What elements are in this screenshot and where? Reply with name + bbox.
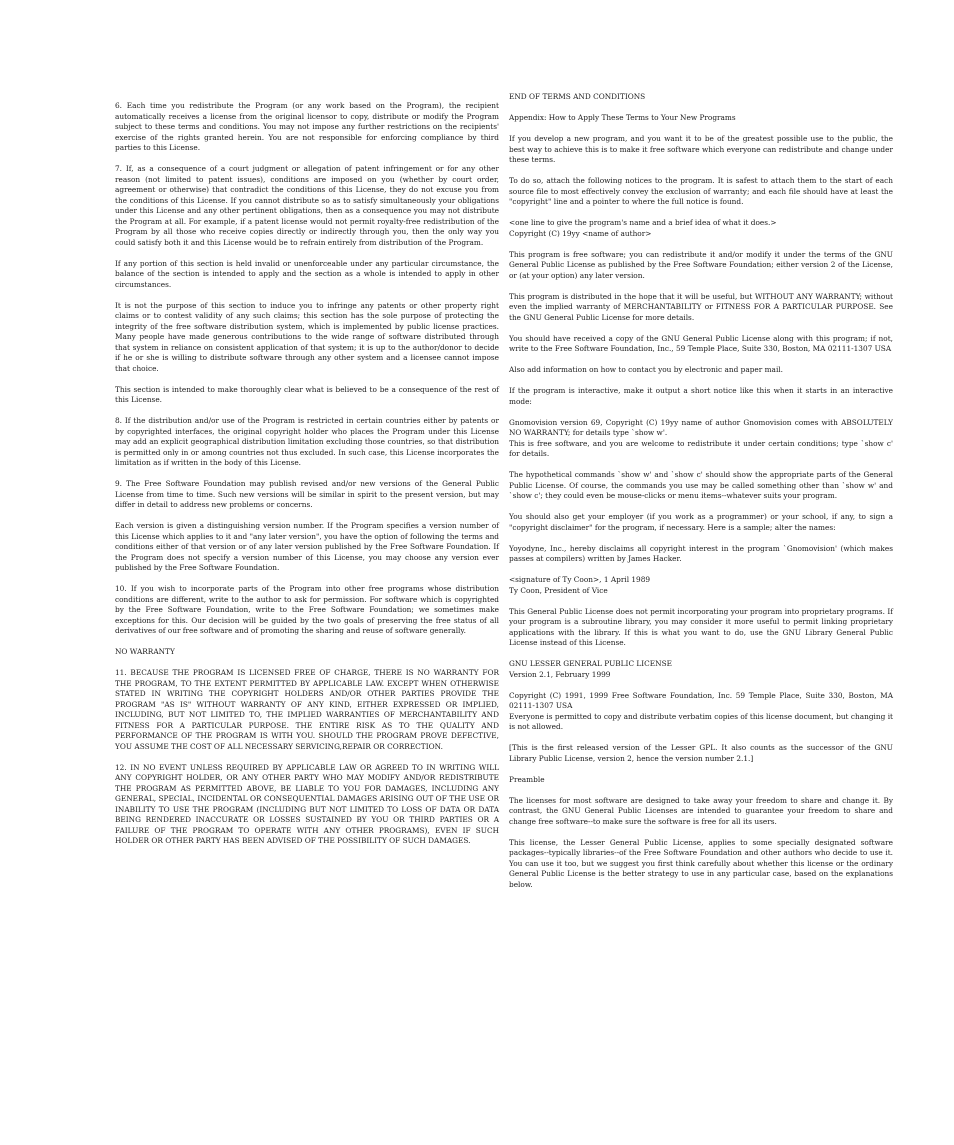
contact-info-paragraph: Also add information on how to contact you by electronic and paper mail. bbox=[509, 365, 783, 374]
appendix-heading: Appendix: How to Apply These Terms to Your New Programs bbox=[509, 113, 736, 122]
free-software-notice: This program is free software; you can redistribute it and/or modify it under the terms of the GNU General Public License as published by the Free Software Foundation; either version 2 of the License, or (at your option) any later version. bbox=[509, 249, 893, 280]
lgpl-title: GNU LESSER GENERAL PUBLIC LICENSE Version 2.1, February 1999 bbox=[509, 659, 672, 679]
section-6-paragraph: 6. Each time you redistribute the Program (or any work based on the Program), the recipient automatically receives a license from the original licensor to copy, distribute or modify the Program subject to these terms and conditions. You may not impose any further restrictions on the recipients' exercise of the rights granted herein. You are not responsible for enforcing compliance by third parties to this License. bbox=[115, 101, 499, 152]
section-9-version-paragraph: Each version is given a distinguishing version number. If the Program specifies a version number of this License which applies to it and "any later version", you have the option of following the terms and conditions either of that version or of any later version published by the Free Software Foundation. If the Program does not specify a version number of this License, you may choose any version ever published by the Free Software Foundation. bbox=[115, 521, 499, 572]
section-7-purpose-paragraph: It is not the purpose of this section to induce you to infringe any patents or other property right claims or to contest validity of any such claims; this section has the sole purpose of protecting the integrity of the free software distribution system, which is implemented by public license practices. Many people have made generous contributions to the wide range of software distributed through that system in reliance on consistent application of that system; it is up to the author/donor to decide if he or she is willing to distribute software through any other system and a licensee cannot impose that choice. bbox=[115, 300, 499, 373]
show-commands-paragraph: The hypothetical commands `show w' and `show c' should show the appropriate parts of the General Public License. Of course, the commands you use may be called something other than `show w' and `show c'; they could even be mouse-clicks or menu items--whatever suits your program. bbox=[509, 470, 893, 500]
employer-disclaimer-paragraph: You should also get your employer (if you work as a programmer) or your school, if any, to sign a "copyright disclaimer" for the program, if necessary. Here is a sample; alter the names: bbox=[509, 512, 893, 532]
section-8-paragraph: 8. If the distribution and/or use of the Program is restricted in certain countries either by patents or by copyrighted interfaces, the original copyright holder who places the Program under this License may add an explicit geographical distribution limitation excluding those countries, so that distribution is permitted only in or among countries not thus excluded. In such case, this License incorporates the limitation as if written in the body of this License. bbox=[115, 416, 499, 467]
program-name-notice: <one line to give the program's name and a brief idea of what it does.> Copyright (C) 19yy <name of author> bbox=[509, 218, 777, 238]
proprietary-programs-paragraph: This General Public License does not permit incorporating your program into proprietary programs. If your program is a subroutine library, you may consider it more useful to permit linking proprietary applications with the library. If this is what you want to do, use the GNU Library General Public License instead of this License. bbox=[509, 606, 893, 647]
gnomovision-sample: Gnomovision version 69, Copyright (C) 19yy name of author Gnomovision comes with ABSOLUTELY NO WARRANTY; for details type `show w'. This is free software, and you are welcome to redistribute it under certain conditions; type `show c' for details. bbox=[509, 417, 893, 458]
yoyodyne-disclaimer: Yoyodyne, Inc., hereby disclaims all copyright interest in the program `Gnomovision' (which makes passes at compilers) written by James Hacker. bbox=[509, 543, 893, 563]
right-column bbox=[509, 92, 893, 901]
attach-notices-paragraph: To do so, attach the following notices to the program. It is safest to attach them to the start of each source file to most effectively convey the exclusion of warranty; and each file should have at least the "copyright" line and a pointer to where the full notice is found. bbox=[509, 176, 893, 206]
interactive-notice-paragraph: If the program is interactive, make it output a short notice like this when it starts in an interactive mode: bbox=[509, 386, 893, 406]
signature-block: <signature of Ty Coon>, 1 April 1989 Ty Coon, President of Vice bbox=[509, 575, 651, 595]
end-of-terms-heading: END OF TERMS AND CONDITIONS bbox=[509, 92, 646, 101]
section-7-paragraph: 7. If, as a consequence of a court judgment or allegation of patent infringement or for any other reason (not limited to patent issues), conditions are imposed on you (whether by court order, agreement or otherwise) that contradict the conditions of this License, they do not excuse you from the conditions of this License. If you cannot distribute so as to satisfy simultaneously your obligations under this License and any other pertinent obligations, then as a consequence you may not distribute the Program at all. For example, if a patent license would not permit royalty-free redistribution of the Program by all those who receive copies directly or indirectly through you, then the only way you could satisfy both it and this License would be to refrain entirely from distribution of the Program. bbox=[115, 164, 499, 247]
section-7-clarification-paragraph: This section is intended to make thoroughly clear what is believed to be a consequence of the rest of this License. bbox=[115, 384, 499, 404]
lgpl-first-release-note: [This is the first released version of the Lesser GPL. It also counts as the successor of the GNU Library Public License, version 2, hence the version number 2.1.] bbox=[509, 743, 893, 763]
lgpl-copyright: Copyright (C) 1991, 1999 Free Software Foundation, Inc. 59 Temple Place, Suite 330, Boston, MA 02111-1307 USA Everyone is permitted to copy and distribute verbatim copies of this license document, but changing it is not allowed. bbox=[509, 690, 893, 731]
left-column bbox=[115, 101, 499, 857]
section-10-paragraph: 10. If you wish to incorporate parts of the Program into other free programs whose distribution conditions are different, write to the author to ask for permission. For software which is copyrighted by the Free Software Foundation, write to the Free Software Foundation; we sometimes make exceptions for this. Our decision will be guided by the two goals of preserving the free status of all derivatives of our free software and of promoting the sharing and reuse of software generally. bbox=[115, 584, 499, 635]
preamble-paragraph-2: This license, the Lesser General Public License, applies to some specially designated software packages--typically libraries--of the Free Software Foundation and other authors who decide to use it. You can use it too, but we suggest you first think carefully about whether this license or the ordinary General Public License is the better strategy to use in any particular case, based on the explanations below. bbox=[509, 837, 893, 889]
distribution-notice: This program is distributed in the hope that it will be useful, but WITHOUT ANY WARRANTY; without even the implied warranty of MERCHANTABILITY or FITNESS FOR A PARTICULAR PURPOSE. See the GNU General Public License for more details. bbox=[509, 291, 893, 322]
received-copy-notice: You should have received a copy of the GNU General Public License along with this program; if not, write to the Free Software Foundation, Inc., 59 Temple Place, Suite 330, Boston, MA 02111-1307 USA bbox=[509, 333, 893, 353]
preamble-heading: Preamble bbox=[509, 774, 545, 784]
section-12-paragraph: 12. IN NO EVENT UNLESS REQUIRED BY APPLICABLE LAW OR AGREED TO IN WRITING WILL ANY COPYRIGHT HOLDER, OR ANY OTHER PARTY WHO MAY MODIFY AND/OR REDISTRIBUTE THE PROGRAM AS PERMITTED ABOVE, BE LIABLE TO YOU FOR DAMAGES, INCLUDING ANY GENERAL, SPECIAL, INCIDENTAL OR CONSEQUENTIAL DAMAGES ARISING OUT OF THE USE OR INABILITY TO USE THE PROGRAM (INCLUDING BUT NOT LIMITED TO LOSS OF DATA OR DATA BEING RENDERED INACCURATE OR LOSSES SUSTAINED BY YOU OR THIRD PARTIES OR A FAILURE OF THE PROGRAM TO OPERATE WITH ANY OTHER PROGRAMS), EVEN IF SUCH HOLDER OR OTHER PARTY HAS BEEN ADVISED OF THE POSSIBILITY OF SUCH DAMAGES. bbox=[115, 762, 499, 845]
section-11-paragraph: 11. BECAUSE THE PROGRAM IS LICENSED FREE OF CHARGE, THERE IS NO WARRANTY FOR THE PROGRAM, TO THE EXTENT PERMITTED BY APPLICABLE LAW. EXCEPT WHEN OTHERWISE STATED IN WRITING THE COPYRIGHT HOLDERS AND/OR OTHER PARTIES PROVIDE THE PROGRAM "AS IS" WITHOUT WARRANTY OF ANY KIND, EITHER EXPRESSED OR IMPLIED, INCLUDING, BUT NOT LIMITED TO, THE IMPLIED WARRANTIES OF MERCHANTABILITY AND FITNESS FOR A PARTICULAR PURPOSE. THE ENTIRE RISK AS TO THE QUALITY AND PERFORMANCE OF THE PROGRAM IS WITH YOU. SHOULD THE PROGRAM PROVE DEFECTIVE, YOU ASSUME THE COST OF ALL NECESSARY SERVICING,REPAIR OR CORRECTION. bbox=[115, 668, 499, 751]
preamble-paragraph-1: The licenses for most software are designed to take away your freedom to share and change it. By contrast, the GNU General Public Licenses are intended to guarantee your freedom to share and change free software--to make sure the software is free for all its users. bbox=[509, 795, 893, 826]
appendix-intro-paragraph: If you develop a new program, and you want it to be of the greatest possible use to the public, the best way to achieve this is to make it free software which everyone can redistribute and change under these terms. bbox=[509, 134, 893, 164]
section-7-invalid-portion-paragraph: If any portion of this section is held invalid or unenforceable under any particular circumstance, the balance of the section is intended to apply and the section as a whole is intended to apply in other circumstances. bbox=[115, 258, 499, 289]
section-9-paragraph: 9. The Free Software Foundation may publish revised and/or new versions of the General Public License from time to time. Such new versions will be similar in spirit to the present version, but may differ in detail to address new problems or concerns. bbox=[115, 479, 499, 509]
no-warranty-heading: NO WARRANTY bbox=[115, 647, 175, 656]
